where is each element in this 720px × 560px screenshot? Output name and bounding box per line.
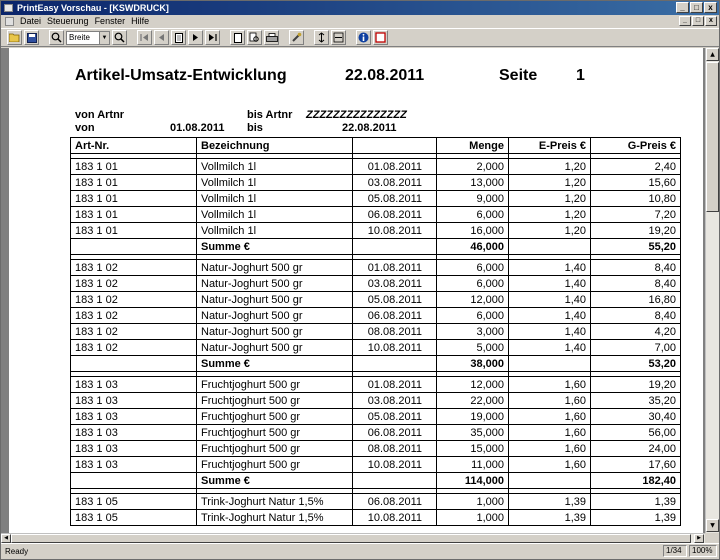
cell-gpreis: 56,00	[591, 425, 681, 441]
cell-artnr: 183 1 02	[71, 260, 197, 276]
menu-steuerung[interactable]: Steuerung	[47, 16, 89, 26]
bis-artnr-label: bis Artnr	[247, 109, 293, 121]
status-zoom: 100%	[689, 545, 717, 557]
hscroll-thumb[interactable]	[11, 534, 691, 543]
summary-row	[71, 473, 681, 489]
cell-gpreis: 1,39	[591, 494, 681, 510]
cell-datum: 03.08.2011	[353, 393, 437, 409]
table-row	[71, 409, 681, 425]
cell-datum: 03.08.2011	[353, 175, 437, 191]
sum-label: Summe €	[197, 239, 353, 255]
cell-datum: 01.08.2011	[353, 260, 437, 276]
summary-row	[71, 356, 681, 372]
cell-artnr: 183 1 01	[71, 175, 197, 191]
cell-menge: 35,000	[437, 425, 509, 441]
cell-epreis: 1,20	[509, 159, 591, 175]
status-text: Ready	[5, 547, 29, 556]
col-menge: Menge	[437, 138, 509, 154]
cell-bezeichnung: Vollmilch 1l	[197, 159, 353, 175]
table-row	[71, 457, 681, 473]
sum-label: Summe €	[197, 356, 353, 372]
von-artnr-label: von Artnr	[75, 109, 125, 121]
cell-epreis: 1,40	[509, 292, 591, 308]
cell-menge: 12,000	[437, 377, 509, 393]
sum-empty-cell	[353, 473, 437, 489]
bis-label: bis	[247, 122, 263, 134]
cell-epreis: 1,40	[509, 260, 591, 276]
cell-menge: 19,000	[437, 409, 509, 425]
cell-menge: 6,000	[437, 260, 509, 276]
menu-datei[interactable]: Datei	[20, 16, 42, 26]
cell-datum: 03.08.2011	[353, 276, 437, 292]
cell-bezeichnung: Natur-Joghurt 500 gr	[197, 292, 353, 308]
cell-bezeichnung: Natur-Joghurt 500 gr	[197, 260, 353, 276]
cell-epreis: 1,39	[509, 494, 591, 510]
cell-menge: 15,000	[437, 441, 509, 457]
cell-gpreis: 19,20	[591, 377, 681, 393]
cell-datum: 10.08.2011	[353, 223, 437, 239]
table-row	[71, 308, 681, 324]
cell-datum: 06.08.2011	[353, 494, 437, 510]
cell-epreis: 1,60	[509, 377, 591, 393]
close-icon[interactable]	[373, 30, 388, 45]
cell-epreis: 1,40	[509, 308, 591, 324]
cell-menge: 1,000	[437, 510, 509, 526]
fit-width-icon[interactable]	[331, 30, 346, 45]
maximize-button[interactable]: □	[690, 2, 703, 13]
close-window-button[interactable]: x	[704, 2, 717, 13]
scroll-up-icon[interactable]: ▲	[706, 48, 719, 61]
cell-menge: 6,000	[437, 207, 509, 223]
summary-row	[71, 239, 681, 255]
table-row	[71, 494, 681, 510]
report-title: Artikel-Umsatz-Entwicklung	[75, 67, 287, 84]
table-row	[71, 175, 681, 191]
cell-menge: 22,000	[437, 393, 509, 409]
horizontal-scrollbar[interactable]	[1, 533, 705, 543]
col-gpreis: G-Preis €	[591, 138, 681, 154]
table-row	[71, 425, 681, 441]
chevron-down-icon[interactable]: ▼	[99, 32, 109, 44]
sum-label: Summe €	[197, 473, 353, 489]
cell-bezeichnung: Vollmilch 1l	[197, 175, 353, 191]
table-row	[71, 276, 681, 292]
title-bar	[1, 1, 719, 15]
cell-bezeichnung: Trink-Joghurt Natur 1,5%	[197, 494, 353, 510]
preview-viewport[interactable]	[1, 48, 705, 533]
table-row	[71, 260, 681, 276]
cell-gpreis: 2,40	[591, 159, 681, 175]
cell-gpreis: 17,60	[591, 457, 681, 473]
cell-bezeichnung: Fruchtjoghurt 500 gr	[197, 393, 353, 409]
table-row	[71, 393, 681, 409]
report-table	[70, 137, 681, 526]
sum-empty-cell	[71, 239, 197, 255]
scroll-right-icon[interactable]: ▶	[694, 534, 704, 543]
sum-menge: 114,000	[437, 473, 509, 489]
cell-artnr: 183 1 01	[71, 207, 197, 223]
cell-bezeichnung: Natur-Joghurt 500 gr	[197, 324, 353, 340]
page-icon[interactable]	[171, 30, 186, 45]
cell-menge: 9,000	[437, 191, 509, 207]
cell-datum: 06.08.2011	[353, 425, 437, 441]
cell-bezeichnung: Vollmilch 1l	[197, 207, 353, 223]
cell-datum: 05.08.2011	[353, 292, 437, 308]
zoom-icon[interactable]	[49, 30, 64, 45]
cell-bezeichnung: Fruchtjoghurt 500 gr	[197, 377, 353, 393]
next-page-icon[interactable]	[188, 30, 203, 45]
cell-menge: 11,000	[437, 457, 509, 473]
table-row	[71, 159, 681, 175]
sum-total: 55,20	[591, 239, 681, 255]
table-row	[71, 510, 681, 526]
cell-datum: 10.08.2011	[353, 340, 437, 356]
cell-epreis: 1,40	[509, 276, 591, 292]
cell-epreis: 1,60	[509, 425, 591, 441]
cell-artnr: 183 1 03	[71, 393, 197, 409]
zoom-out-icon[interactable]	[112, 30, 127, 45]
cell-bezeichnung: Natur-Joghurt 500 gr	[197, 276, 353, 292]
cell-gpreis: 8,40	[591, 276, 681, 292]
cell-artnr: 183 1 02	[71, 324, 197, 340]
cell-gpreis: 19,20	[591, 223, 681, 239]
cell-gpreis: 8,40	[591, 308, 681, 324]
cell-gpreis: 8,40	[591, 260, 681, 276]
sum-empty-cell	[353, 356, 437, 372]
save-icon[interactable]	[24, 30, 39, 45]
app-icon	[4, 4, 13, 12]
cell-artnr: 183 1 02	[71, 340, 197, 356]
status-bar	[1, 543, 719, 559]
mdi-close-button[interactable]: x	[705, 16, 717, 26]
table-row	[71, 441, 681, 457]
cell-datum: 01.08.2011	[353, 159, 437, 175]
cell-artnr: 183 1 02	[71, 276, 197, 292]
info-icon[interactable]	[356, 30, 371, 45]
cell-artnr: 183 1 02	[71, 292, 197, 308]
cell-datum: 08.08.2011	[353, 324, 437, 340]
setup-icon[interactable]	[289, 30, 304, 45]
cell-epreis: 1,60	[509, 441, 591, 457]
sum-empty-cell	[353, 239, 437, 255]
cell-datum: 05.08.2011	[353, 191, 437, 207]
sum-menge: 46,000	[437, 239, 509, 255]
cell-artnr: 183 1 01	[71, 191, 197, 207]
cell-gpreis: 35,20	[591, 393, 681, 409]
cell-datum: 10.08.2011	[353, 510, 437, 526]
sum-empty-cell	[509, 239, 591, 255]
report-date: 22.08.2011	[345, 67, 425, 84]
zoom-select[interactable]	[66, 31, 110, 45]
page-number: 1	[576, 67, 585, 84]
find-icon[interactable]	[247, 30, 262, 45]
cell-artnr: 183 1 03	[71, 425, 197, 441]
table-row	[71, 340, 681, 356]
cell-epreis: 1,20	[509, 191, 591, 207]
cell-menge: 3,000	[437, 324, 509, 340]
cell-datum: 05.08.2011	[353, 409, 437, 425]
cell-bezeichnung: Fruchtjoghurt 500 gr	[197, 425, 353, 441]
cell-artnr: 183 1 03	[71, 457, 197, 473]
cell-menge: 12,000	[437, 292, 509, 308]
cell-epreis: 1,20	[509, 207, 591, 223]
table-header	[71, 138, 681, 154]
cell-datum: 06.08.2011	[353, 207, 437, 223]
table-row	[71, 377, 681, 393]
sum-total: 182,40	[591, 473, 681, 489]
status-page: 1/34	[663, 545, 687, 557]
cell-epreis: 1,60	[509, 457, 591, 473]
cell-artnr: 183 1 02	[71, 308, 197, 324]
cell-gpreis: 10,80	[591, 191, 681, 207]
report-page	[9, 48, 703, 533]
cell-menge: 6,000	[437, 308, 509, 324]
cell-artnr: 183 1 03	[71, 409, 197, 425]
cell-menge: 5,000	[437, 340, 509, 356]
cell-gpreis: 7,00	[591, 340, 681, 356]
cell-bezeichnung: Vollmilch 1l	[197, 191, 353, 207]
scroll-down-icon[interactable]: ▼	[706, 519, 719, 532]
cell-artnr: 183 1 05	[71, 510, 197, 526]
mdi-minimize-button[interactable]: _	[679, 16, 691, 26]
print-icon[interactable]	[264, 30, 279, 45]
scroll-thumb[interactable]	[706, 62, 719, 212]
sum-empty-cell	[509, 473, 591, 489]
cell-menge: 2,000	[437, 159, 509, 175]
fit-height-icon[interactable]	[314, 30, 329, 45]
menu-fenster[interactable]: Fenster	[94, 16, 126, 26]
sum-empty-cell	[509, 356, 591, 372]
col-datum	[353, 138, 437, 154]
sum-total: 53,20	[591, 356, 681, 372]
cell-bezeichnung: Fruchtjoghurt 500 gr	[197, 457, 353, 473]
cell-gpreis: 24,00	[591, 441, 681, 457]
cell-menge: 16,000	[437, 223, 509, 239]
cell-datum: 06.08.2011	[353, 308, 437, 324]
cell-epreis: 1,20	[509, 223, 591, 239]
cell-bezeichnung: Natur-Joghurt 500 gr	[197, 308, 353, 324]
vertical-scrollbar[interactable]	[705, 48, 719, 533]
von-value: 01.08.2011	[170, 122, 225, 134]
minimize-button[interactable]: _	[676, 2, 689, 13]
cell-gpreis: 7,20	[591, 207, 681, 223]
scroll-left-icon[interactable]: ◀	[1, 534, 11, 543]
window-title: PrintEasy Vorschau - [KSWDRUCK]	[17, 3, 169, 13]
col-bezeichnung: Bezeichnung	[197, 138, 353, 154]
menu-hilfe[interactable]: Hilfe	[131, 16, 150, 26]
table-row	[71, 292, 681, 308]
page-label: Seite	[499, 67, 538, 84]
cell-gpreis: 1,39	[591, 510, 681, 526]
mdi-restore-button[interactable]: □	[692, 16, 704, 26]
cell-gpreis: 30,40	[591, 409, 681, 425]
cell-gpreis: 4,20	[591, 324, 681, 340]
cell-menge: 6,000	[437, 276, 509, 292]
table-row	[71, 324, 681, 340]
cell-artnr: 183 1 03	[71, 441, 197, 457]
cell-artnr: 183 1 01	[71, 159, 197, 175]
last-page-icon[interactable]	[205, 30, 220, 45]
cell-datum: 08.08.2011	[353, 441, 437, 457]
cell-datum: 01.08.2011	[353, 377, 437, 393]
col-artnr: Art-Nr.	[71, 138, 197, 154]
cell-bezeichnung: Vollmilch 1l	[197, 223, 353, 239]
cell-epreis: 1,40	[509, 340, 591, 356]
table-row	[71, 191, 681, 207]
document-icon[interactable]	[5, 17, 14, 26]
folder-open-icon[interactable]	[7, 30, 22, 45]
cell-epreis: 1,39	[509, 510, 591, 526]
cell-bezeichnung: Fruchtjoghurt 500 gr	[197, 441, 353, 457]
cell-artnr: 183 1 01	[71, 223, 197, 239]
toolbar	[1, 28, 719, 47]
cell-menge: 13,000	[437, 175, 509, 191]
table-row	[71, 223, 681, 239]
sum-empty-cell	[71, 356, 197, 372]
cell-epreis: 1,60	[509, 409, 591, 425]
cell-artnr: 183 1 03	[71, 377, 197, 393]
von-label: von	[75, 122, 95, 134]
cell-gpreis: 16,80	[591, 292, 681, 308]
col-epreis: E-Preis €	[509, 138, 591, 154]
zoom-value: Breite	[69, 32, 90, 42]
sum-menge: 38,000	[437, 356, 509, 372]
cell-datum: 10.08.2011	[353, 457, 437, 473]
sum-empty-cell	[71, 473, 197, 489]
cell-bezeichnung: Natur-Joghurt 500 gr	[197, 340, 353, 356]
cell-epreis: 1,20	[509, 175, 591, 191]
bis-artnr-value: ZZZZZZZZZZZZZZZ	[306, 109, 407, 121]
cell-gpreis: 15,60	[591, 175, 681, 191]
cell-epreis: 1,60	[509, 393, 591, 409]
cell-artnr: 183 1 05	[71, 494, 197, 510]
blank-page-icon[interactable]	[230, 30, 245, 45]
menu-bar	[1, 15, 719, 28]
prev-page-icon[interactable]	[154, 30, 169, 45]
bis-value: 22.08.2011	[342, 122, 397, 134]
cell-bezeichnung: Fruchtjoghurt 500 gr	[197, 409, 353, 425]
table-row	[71, 207, 681, 223]
cell-epreis: 1,40	[509, 324, 591, 340]
first-page-icon[interactable]	[137, 30, 152, 45]
cell-menge: 1,000	[437, 494, 509, 510]
cell-bezeichnung: Trink-Joghurt Natur 1,5%	[197, 510, 353, 526]
